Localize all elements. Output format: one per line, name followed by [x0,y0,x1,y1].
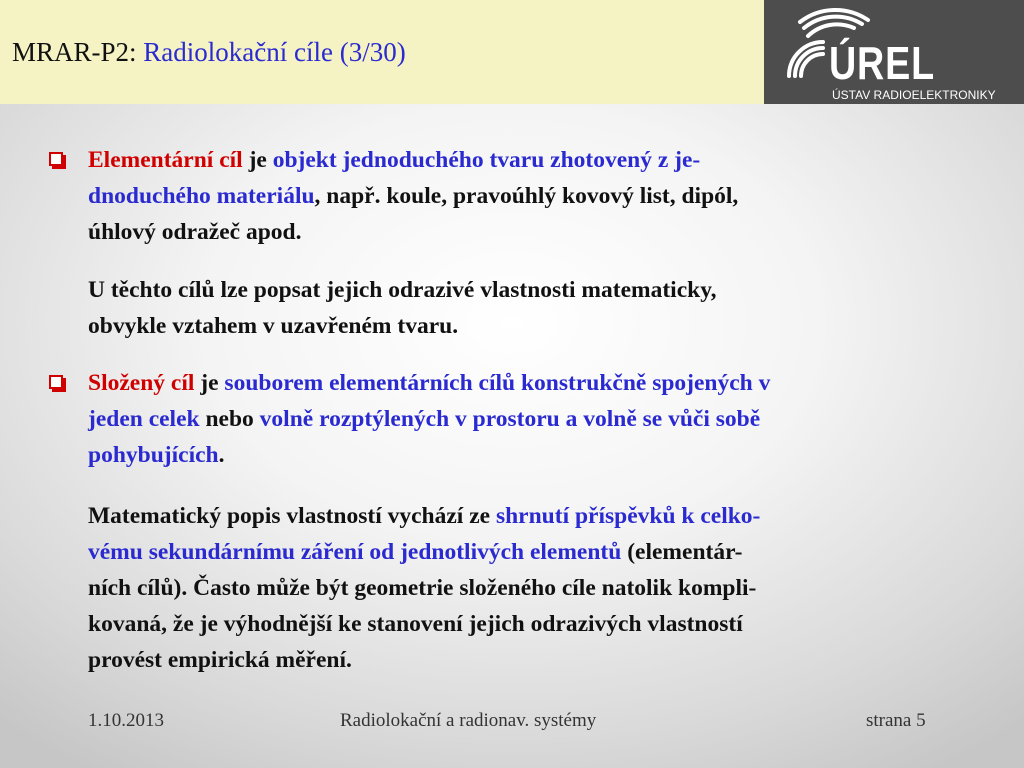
logo-subtitle: ÚSTAV RADIOELEKTRONIKY [832,88,996,102]
bullet-composite-target [88,365,988,473]
text-line [88,178,988,214]
bullet-elementary-target [88,142,988,250]
text-line: ních cílů). Často může být geometrie složeného cíle natolik kompli- [88,575,757,601]
text-line [88,365,988,401]
body-text: Matematický popis vlastností vychází ze [88,503,496,529]
square-bullet-icon [49,152,63,166]
text-line [88,437,988,473]
emphasis-text: souborem elementárních cílů konstrukčně spojených v [224,370,771,396]
text-line: provést empirická měření. [88,647,352,673]
emphasis-text: jeden celek [88,406,200,432]
emphasis-text: dnoduchého materiálu [88,183,315,209]
paragraph-math-description [88,272,988,344]
text-je: je [194,370,225,396]
emphasis-text: volně rozptýlených v prostoru a volně se vůči sobě [259,406,761,432]
text-line [88,498,988,534]
text-line [88,401,988,437]
text-nebo: nebo [199,406,260,432]
footer-page-number: strana 5 [866,710,926,731]
emphasis-text: pohybujících [88,442,219,468]
emphasis-text: objekt jednoduchého tvaru zhotovený z je- [272,147,701,173]
text-je: je [242,147,273,173]
text-line: U těchto cílů lze popsat jejich odrazivé vlastnosti matematicky, [88,277,717,303]
body-text: (elementár- [621,539,743,565]
square-bullet-icon [49,375,63,389]
term-composite-target: Složený cíl [88,370,195,396]
emphasis-text: vému sekundárnímu záření od jednotlivých elementů [88,539,622,565]
paragraph-composite-math [88,498,988,678]
title-prefix: MRAR-P2: [12,37,144,67]
text-line: úhlový odražeč apod. [88,219,302,245]
logo-name: ÚREL [829,37,935,89]
emphasis-text: shrnutí příspěvků k celko- [495,503,761,529]
footer-course: Radiolokační a radionav. systémy [340,710,597,731]
text-line [88,534,988,570]
footer-date: 1.10.2013 [88,710,164,731]
text-line: kovaná, že je výhodnější ke stanovení jejich odrazivých vlastností [88,611,743,637]
text-line: obvykle vztahem v uzavřeném tvaru. [88,313,459,339]
term-elementary-target: Elementární cíl [88,147,243,173]
text-period: . [218,442,225,468]
body-text: , např. koule, pravoúhlý kovový list, dipól, [314,183,739,209]
title-subject: Radiolokační cíle (3/30) [143,37,406,67]
text-line [88,142,988,178]
